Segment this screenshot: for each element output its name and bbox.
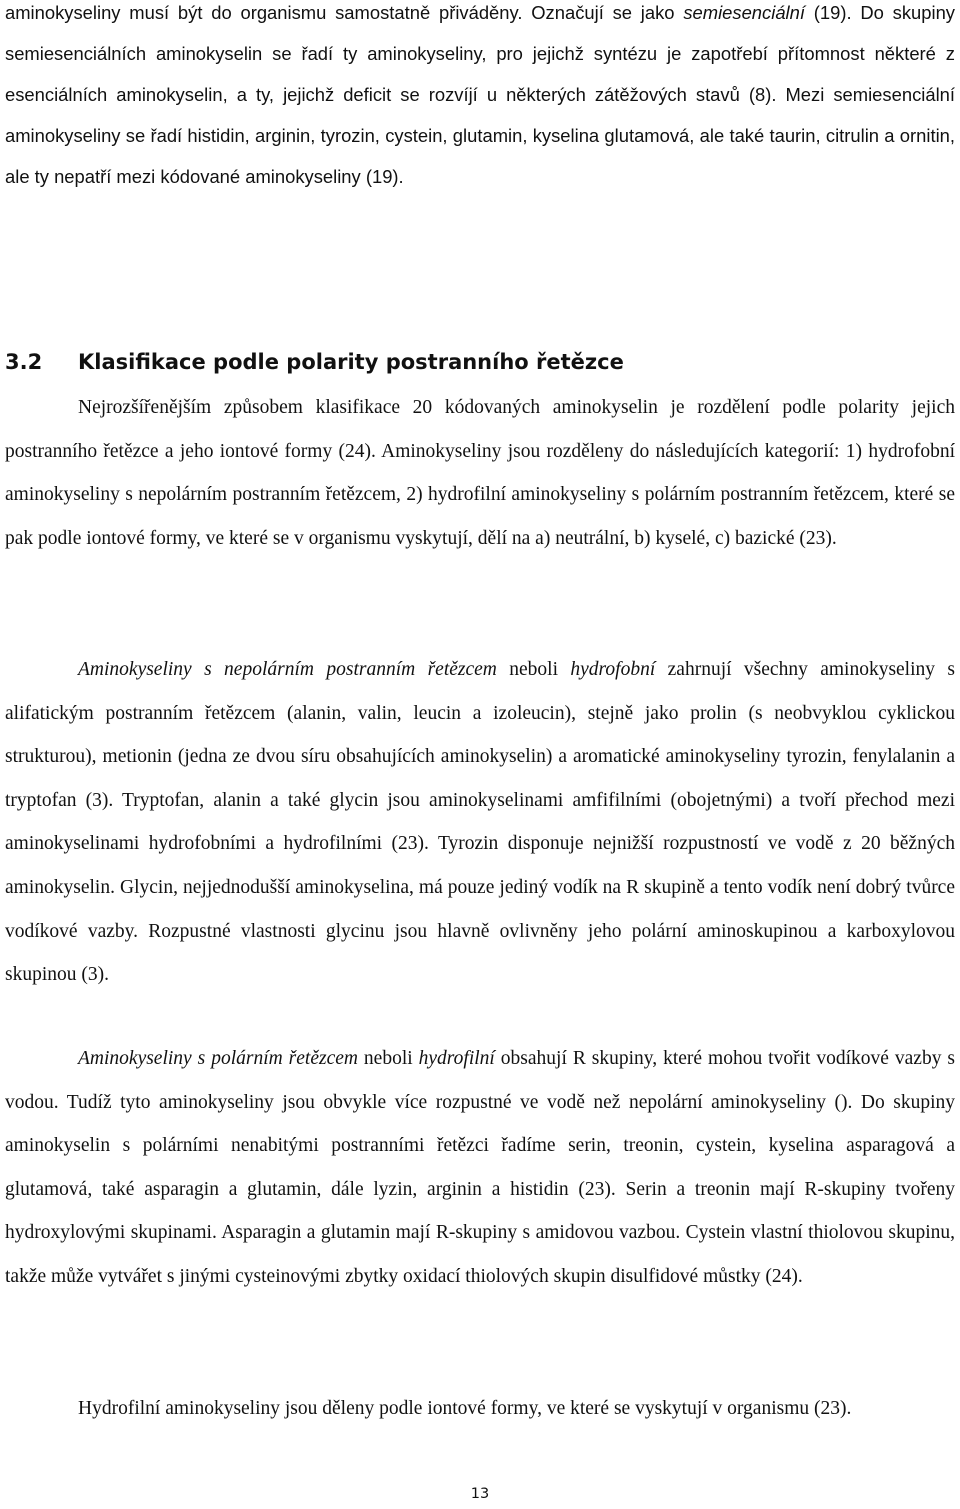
- paragraph-hydrophilic-forms-text: Hydrofilní aminokyseliny jsou děleny podle iontové formy, ve které se vyskytují v organismu (23).: [78, 1398, 852, 1419]
- paragraph-classification-text: Nejrozšířenějším způsobem klasifikace 20 kódovaných aminokyselin je rozdělení podle polarity jejich postranního řetězce a jeho iontové formy (24). Aminokyseliny jsou rozděleny do následujících kategorií: 1) hydrofobní aminokyseliny s nepolárním postranním řetězcem, 2) hydrofilní aminokyseliny s polárním postranním řetězcem, které se pak podle iontové formy, ve které se v organismu vyskytují, dělí na a) neutrální, b) kyselé, c) bazické (23).: [5, 397, 955, 549]
- paragraph-hydrophilic-forms: [5, 1387, 955, 1431]
- polar-term: Aminokyseliny s polárním řetězcem: [78, 1048, 358, 1069]
- polar-text: obsahují R skupiny, které mohou tvořit vodíkové vazby s vodou. Tudíž tyto aminokyseliny jsou obvykle více rozpustné ve vodě než nepolární aminokyseliny (). Do skupiny aminokyselin s polárními nenabitými postranními řetězci řadíme serin, treonin, cystein, kyselina asparagová a glutamová, také asparagin a glutamin, dále lyzin, arginin a histidin (23). Serin a treonin mají R-skupiny tvořeny hydroxylovými skupinami. Asparagin a glutamin mají R-skupiny s amidovou vazbou. Cystein vlastní thiolovou skupinu, takže může vytvářet s jinými cysteinovými zbytky oxidací thiolových skupin disulfidové můstky (24).: [5, 1048, 955, 1287]
- nonpolar-term: Aminokyseliny s nepolárním postranním řetězcem: [78, 659, 497, 680]
- page-number: 13: [470, 1486, 490, 1502]
- section-title: Klasifikace podle polarity postranního řetězce: [78, 350, 624, 374]
- hydrophobic-term: hydrofobní: [570, 659, 656, 680]
- nonpolar-text: zahrnují všechny aminokyseliny s alifatickým postranním řetězcem (alanin, valin, leucin a izoleucin), stejně jako prolin (s neobvyklou cyklickou strukturou), metionin (jedna ze dvou síru obsahujících aminokyselin) a aromatické aminokyseliny tyrozin, fenylalanin a tryptofan (3). Tryptofan, alanin a také glycin jsou aminokyselinami amfifilními (obojetnými) a tvoří přechod mezi aminokyselinami hydrofobními a hydrofilními (23). Tyrozin disponuje nejnižší rozpustností ve vodě z 20 běžných aminokyselin. Glycin, nejjednodušší aminokyselina, má pouze jediný vodík na R skupině a tento vodík není dobrý tvůrce vodíkové vazby. Rozpustné vlastnosti glycinu jsou hlavně ovlivněny jeho polární aminoskupinou a karboxylovou skupinou (3).: [5, 659, 955, 986]
- hydrophilic-term: hydrofilní: [418, 1048, 495, 1069]
- section-heading: [5, 344, 955, 380]
- paragraph-classification: [5, 386, 955, 560]
- intro-text-a: aminokyseliny musí být do organismu samostatně přiváděny. Označují se jako: [5, 2, 684, 23]
- intro-text-b: (19). Do skupiny semiesenciálních aminokyselin se řadí ty aminokyseliny, pro jejichž syntézu je zapotřebí přítomnost některé z esenciálních aminokyselin, a ty, jejichž deficit se rozvíjí u některých zátěžových stavů (8). Mezi semiesenciální aminokyseliny se řadí histidin, arginin, tyrozin, cystein, glutamin, kyselina glutamová, ale také taurin, citrulin a ornitin, ale ty nepatří mezi kódované aminokyseliny (19).: [5, 2, 955, 187]
- paragraph-nonpolar: [5, 648, 955, 997]
- intro-italic-term: semiesenciální: [683, 2, 805, 23]
- section-number: 3.2: [5, 350, 43, 374]
- paragraph-polar: [5, 1037, 955, 1299]
- intro-paragraph: [5, 0, 955, 197]
- polar-connector: neboli: [357, 1048, 419, 1069]
- nonpolar-connector: neboli: [496, 659, 571, 680]
